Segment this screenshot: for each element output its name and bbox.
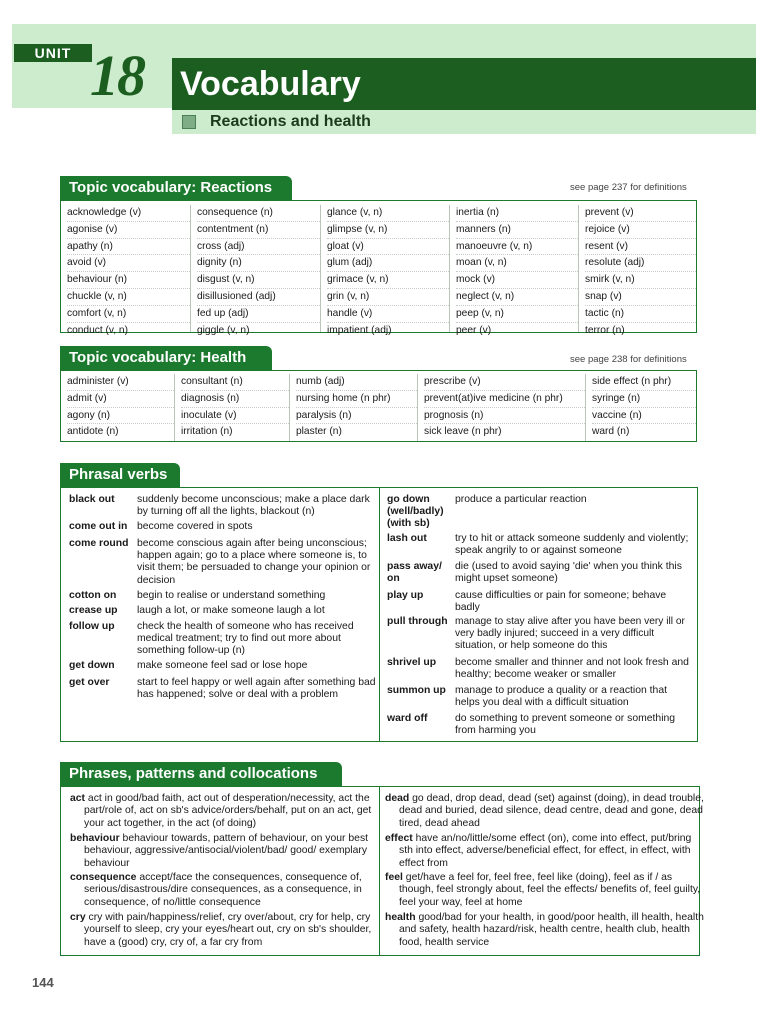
phrasal-definition: manage to stay alive after you have been very ill or very badly injured; succeed in a very difficult situation, or help someone do this	[455, 616, 685, 652]
health-column	[289, 374, 417, 441]
reactions-word: mock (v)	[456, 272, 578, 289]
phrase-entry	[385, 912, 707, 949]
health-word: prognosis (n)	[424, 408, 585, 425]
reactions-word: dignity (n)	[197, 255, 320, 272]
reactions-word: grin (v, n)	[327, 289, 449, 306]
reactions-word: fed up (adj)	[197, 306, 320, 323]
phrasal-term: come out in	[69, 521, 128, 532]
health-word: diagnosis (n)	[181, 391, 289, 408]
reactions-word: prevent (v)	[585, 205, 696, 222]
phrasal-entry	[69, 605, 377, 619]
phrase-entry	[385, 793, 707, 830]
phrasal-section-title: Phrasal verbs	[60, 463, 180, 487]
phrase-headword: consequence	[70, 872, 137, 883]
phrasal-entry	[387, 561, 693, 589]
phrase-entry	[70, 833, 386, 870]
phrasal-term: go down (well/badly) (with sb)	[387, 494, 444, 530]
reactions-word: apathy (n)	[67, 239, 190, 256]
phrasal-term: pull through	[387, 616, 448, 627]
health-column	[174, 374, 289, 441]
phrasal-term: crease up	[69, 605, 118, 616]
phrasal-term: follow up	[69, 621, 115, 632]
reactions-word: terror (n)	[585, 324, 625, 336]
square-bullet-icon	[182, 115, 196, 129]
phrase-headword: dead	[385, 793, 410, 804]
health-word: plaster (n)	[296, 426, 342, 438]
phrasal-entry	[387, 657, 693, 685]
reactions-column	[449, 205, 578, 336]
phrasal-term: pass away/ on	[387, 561, 442, 585]
health-word: sick leave (n phr)	[424, 426, 502, 438]
reactions-word: resolute (adj)	[585, 255, 696, 272]
unit-number: 18	[90, 43, 144, 108]
phrasal-entry	[387, 494, 693, 534]
phrase-entry	[70, 912, 386, 949]
phrase-text: accept/face the consequences, consequence of, serious/disastrous/dire consequences, as a consequence, in consequence, of no/little consequence	[84, 872, 362, 908]
health-word: syringe (n)	[592, 391, 696, 408]
phrase-text: behaviour towards, pattern of behaviour, on your best behaviour, aggressive/antisocial/violent/bad/ good/ exemplary behaviour	[84, 833, 369, 869]
reactions-word: acknowledge (v)	[67, 205, 190, 222]
phrase-text: go dead, drop dead, dead (set) against (doing), in dead trouble, dead and buried, dead silence, dead centre, dead and gone, dead tired, dead ahead	[399, 793, 704, 829]
reactions-word: glum (adj)	[327, 255, 449, 272]
health-word: paralysis (n)	[296, 408, 417, 425]
reactions-word: moan (v, n)	[456, 255, 578, 272]
column-divider	[379, 488, 380, 741]
reactions-word: neglect (v, n)	[456, 289, 578, 306]
phrasal-entry	[69, 677, 377, 717]
phrasal-definition: produce a particular reaction	[455, 494, 587, 505]
phrasal-term: come round	[69, 538, 129, 549]
reactions-word: disillusioned (adj)	[197, 289, 320, 306]
health-word-grid	[60, 370, 697, 442]
reactions-word: tactic (n)	[585, 306, 696, 323]
reactions-word: manoeuvre (v, n)	[456, 239, 578, 256]
phrasal-term: summon up	[387, 685, 446, 696]
reactions-word: manners (n)	[456, 222, 578, 239]
reactions-word: glimpse (v, n)	[327, 222, 449, 239]
health-word: prescribe (v)	[424, 374, 585, 391]
phrasal-definition: cause difficulties or pain for someone; behave badly	[455, 590, 667, 614]
reactions-word: handle (v)	[327, 306, 449, 323]
phrasal-definition: begin to realise or understand something	[137, 590, 326, 601]
phrasal-entry	[69, 660, 377, 674]
phrasal-term: cotton on	[69, 590, 117, 601]
phrasal-entry	[69, 590, 377, 604]
phrasal-term: black out	[69, 494, 115, 505]
health-word: vaccine (n)	[592, 408, 696, 425]
phrase-entry	[385, 833, 707, 870]
phrasal-entry	[387, 616, 697, 656]
reactions-word: peer (v)	[456, 324, 492, 336]
health-word: prevent(at)ive medicine (n phr)	[424, 391, 585, 408]
phrasal-definition: become conscious again after being unconscious; happen again; go to a place where someone is, to visit them; be persuaded to change your opinion or decision	[137, 538, 371, 586]
health-word: agony (n)	[67, 408, 174, 425]
reactions-word: glance (v, n)	[327, 205, 449, 222]
phrase-entry	[385, 872, 707, 909]
reactions-column	[578, 205, 696, 336]
phrasal-term: shrivel up	[387, 657, 437, 668]
reactions-word: gloat (v)	[327, 239, 449, 256]
phrasal-definition: manage to produce a quality or a reaction that helps you deal with a difficult situation	[455, 685, 667, 709]
phrase-text: act in good/bad faith, act out of desperation/necessity, act the part/role of, act on sb's advice/orders/behalf, put on an act, get your act together, in the act (of doing)	[84, 793, 372, 829]
reactions-column	[61, 205, 190, 336]
phrase-text: have an/no/little/some effect (on), come into effect, put/bring sth into effect, adverse/beneficial effect, for effect, in effect, with effect from	[399, 833, 692, 869]
phrasal-term: get down	[69, 660, 115, 671]
reactions-word: contentment (n)	[197, 222, 320, 239]
phrasal-term: ward off	[387, 713, 428, 724]
phrase-entry	[70, 793, 386, 830]
health-word: irritation (n)	[181, 426, 233, 438]
phrasal-definition: die (used to avoid saying 'die' when you think this might upset someone)	[455, 561, 682, 585]
phrasal-entry	[387, 685, 693, 713]
phrasal-definition: do something to prevent someone or something from harming you	[455, 713, 676, 737]
phrasal-definition: become smaller and thinner and not look fresh and healthy; become weaker or smaller	[455, 657, 689, 681]
reactions-see-page: see page 237 for definitions	[570, 182, 687, 193]
phrasal-definition: suddenly become unconscious; make a place dark by turning off all the lights, blackout (n)	[137, 494, 370, 518]
health-column	[585, 374, 696, 441]
phrasal-entry	[387, 590, 693, 618]
phrasal-entry	[69, 494, 377, 522]
reactions-word: disgust (v, n)	[197, 272, 320, 289]
reactions-column	[320, 205, 449, 336]
phrasal-definition: start to feel happy or well again after something bad has happened; solve or deal with a problem	[137, 677, 376, 701]
phrase-headword: effect	[385, 833, 413, 844]
phrasal-entry	[69, 521, 377, 535]
phrasal-term: get over	[69, 677, 110, 688]
health-word: ward (n)	[592, 426, 630, 438]
phrases-section-title: Phrases, patterns and collocations	[60, 762, 342, 786]
reactions-word: giggle (v, n)	[197, 324, 250, 336]
phrasal-entry	[69, 538, 377, 590]
phrase-headword: health	[385, 912, 416, 923]
page-title: Vocabulary	[180, 65, 361, 103]
reactions-word: peep (v, n)	[456, 306, 578, 323]
reactions-section-title: Topic vocabulary: Reactions	[60, 176, 292, 200]
reactions-word: resent (v)	[585, 239, 696, 256]
reactions-word: inertia (n)	[456, 205, 578, 222]
phrase-text: cry with pain/happiness/relief, cry over/about, cry for help, cry yourself to sleep, cry your eyes/heart out, cry on sb's shoulder, have a (good) cry, cry of, a far cry from	[84, 912, 372, 948]
reactions-word: smirk (v, n)	[585, 272, 696, 289]
reactions-word: grimace (v, n)	[327, 272, 449, 289]
phrase-headword: act	[70, 793, 86, 804]
phrasal-entry	[387, 533, 693, 561]
phrase-headword: feel	[385, 872, 403, 883]
health-word: side effect (n phr)	[592, 374, 696, 391]
health-column	[417, 374, 585, 441]
reactions-word: impatient (adj)	[327, 324, 392, 336]
phrasal-definition: make someone feel sad or lose hope	[137, 660, 308, 671]
phrase-headword: cry	[70, 912, 86, 923]
health-word: numb (adj)	[296, 374, 417, 391]
phrase-entry	[70, 872, 386, 909]
health-word: administer (v)	[67, 374, 174, 391]
reactions-word: agonise (v)	[67, 222, 190, 239]
reactions-column	[190, 205, 320, 336]
phrasal-definition: check the health of someone who has received medical treatment; try to find out more about something follow-up (n)	[137, 621, 354, 657]
health-section-title: Topic vocabulary: Health	[60, 346, 272, 370]
phrasal-entry	[387, 713, 693, 741]
phrasal-definition: become covered in spots	[137, 521, 253, 532]
phrasal-definition: try to hit or attack someone suddenly and violently; speak angrily to or against someone	[455, 533, 689, 557]
reactions-word: consequence (n)	[197, 205, 320, 222]
health-word: admit (v)	[67, 391, 174, 408]
reactions-word-grid	[60, 200, 697, 336]
reactions-word: rejoice (v)	[585, 222, 696, 239]
reactions-word: conduct (v, n)	[67, 324, 128, 336]
reactions-word: comfort (v, n)	[67, 306, 190, 323]
phrasal-term: lash out	[387, 533, 427, 544]
health-see-page: see page 238 for definitions	[570, 354, 687, 365]
health-word: antidote (n)	[67, 426, 119, 438]
reactions-word: chuckle (v, n)	[67, 289, 190, 306]
health-word: consultant (n)	[181, 374, 289, 391]
reactions-word: cross (adj)	[197, 239, 320, 256]
reactions-word: avoid (v)	[67, 255, 190, 272]
phrasal-definition: laugh a lot, or make someone laugh a lot	[137, 605, 325, 616]
page-subtitle: Reactions and health	[210, 113, 371, 130]
reactions-word: snap (v)	[585, 289, 696, 306]
phrase-headword: behaviour	[70, 833, 120, 844]
page-number: 144	[32, 975, 54, 990]
unit-label: UNIT	[14, 44, 92, 62]
phrasal-term: play up	[387, 590, 424, 601]
phrasal-entry	[69, 621, 377, 661]
health-column	[61, 374, 174, 441]
phrase-text: get/have a feel for, feel free, feel like (doing), feel as if / as though, feel strongly about, feel the effects/ benefits of, feel guilty, feel your way, feel at home	[399, 872, 701, 908]
health-word: inoculate (v)	[181, 408, 289, 425]
phrase-text: good/bad for your health, in good/poor health, ill health, health and safety, health hazard/risk, health centre, health club, health food, health service	[399, 912, 704, 948]
reactions-word: behaviour (n)	[67, 272, 190, 289]
health-word: nursing home (n phr)	[296, 391, 417, 408]
